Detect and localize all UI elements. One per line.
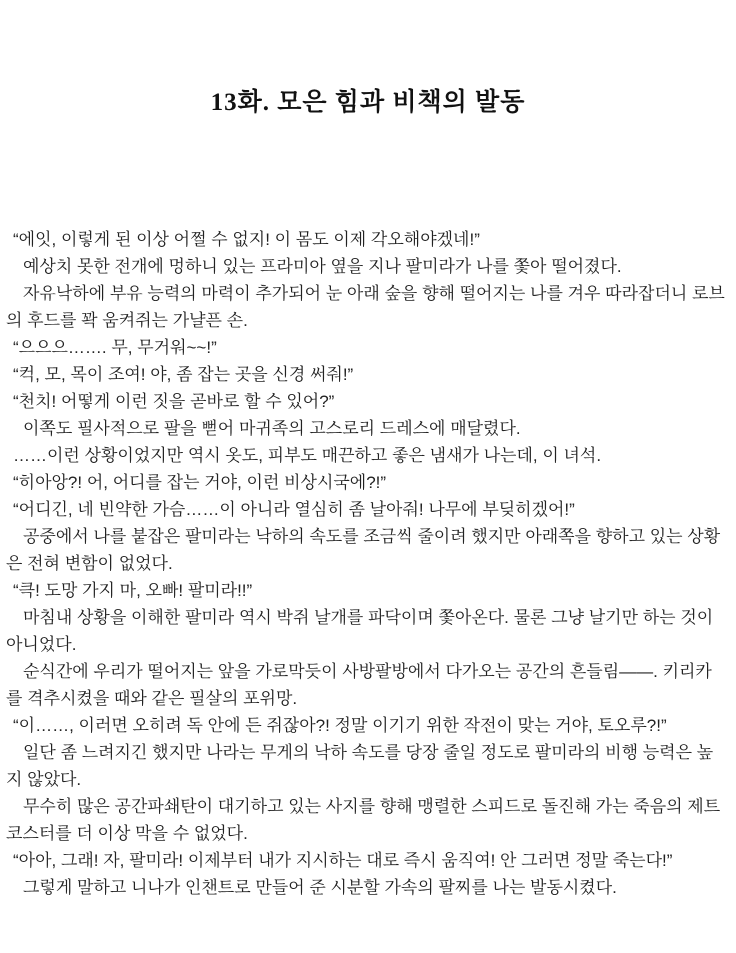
paragraph: 예상치 못한 전개에 멍하니 있는 프라미아 옆을 지나 팔미라가 나를 쫓아 떨어졌다.	[23, 257, 622, 276]
paragraph: 그렇게 말하고 니나가 인챈트로 만들어 준 시분할 가속의 팔찌를 나는 발동시켰다.	[23, 878, 617, 897]
paragraph: “천치! 어떻게 이런 짓을 곧바로 할 수 있어?”	[13, 392, 335, 411]
paragraph: 순식간에 우리가 떨어지는 앞을 가로막듯이 사방팔방에서 다가오는 공간의 흔들림——. 키리카를 격추시켰을 때와 같은 필살의 포위망.	[6, 662, 712, 708]
paragraph: “컥, 모, 목이 조여! 야, 좀 잡는 곳을 신경 써줘!”	[13, 365, 354, 384]
paragraph: “히아앙?! 어, 어디를 잡는 거야, 이런 비상시국에?!”	[13, 473, 387, 492]
paragraph: “큭! 도망 가지 마, 오빠! 팔미라!!”	[13, 581, 253, 600]
paragraph: 마침내 상황을 이해한 팔미라 역시 박쥐 날개를 파닥이며 쫓아온다. 물론 그냥 날기만 하는 것이 아니었다.	[6, 608, 714, 654]
paragraph: “어디긴, 네 빈약한 가슴……이 아니라 열심히 좀 날아줘! 나무에 부딪히겠어!”	[13, 500, 575, 519]
paragraph: “에잇, 이렇게 된 이상 어쩔 수 없지! 이 몸도 이제 각오해야겠네!”	[13, 230, 480, 249]
chapter-title: 13화. 모은 힘과 비책의 발동	[210, 89, 526, 116]
paragraph: “으으으……. 무, 무거워~~!”	[13, 338, 217, 357]
chapter-body	[0, 226, 736, 901]
paragraph: 이쪽도 필사적으로 팔을 뻗어 마귀족의 고스로리 드레스에 매달렸다.	[23, 419, 521, 438]
paragraph: 일단 좀 느려지긴 했지만 나라는 무게의 낙하 속도를 당장 줄일 정도로 팔미라의 비행 능력은 높지 않았다.	[6, 743, 714, 789]
paragraph: 자유낙하에 부유 능력의 마력이 추가되어 눈 아래 숲을 향해 떨어지는 나를 겨우 따라잡더니 로브의 후드를 꽉 움켜쥐는 가냘픈 손.	[6, 284, 725, 330]
paragraph: 무수히 많은 공간파쇄탄이 대기하고 있는 사지를 향해 맹렬한 스피드로 돌진해 가는 죽음의 제트코스터를 더 이상 막을 수 없었다.	[6, 797, 721, 843]
paragraph: “이……, 이러면 오히려 독 안에 든 쥐잖아?! 정말 이기기 위한 작전이 맞는 거야, 토오루?!”	[13, 716, 667, 735]
paragraph: ……이런 상황이었지만 역시 옷도, 피부도 매끈하고 좋은 냄새가 나는데, 이 녀석.	[13, 446, 602, 465]
paragraph: 공중에서 나를 붙잡은 팔미라는 낙하의 속도를 조금씩 줄이려 했지만 아래쪽을 향하고 있는 상황은 전혀 변함이 없었다.	[6, 527, 721, 573]
paragraph: “아아, 그래! 자, 팔미라! 이제부터 내가 지시하는 대로 즉시 움직여! 안 그러면 정말 죽는다!”	[13, 851, 673, 870]
